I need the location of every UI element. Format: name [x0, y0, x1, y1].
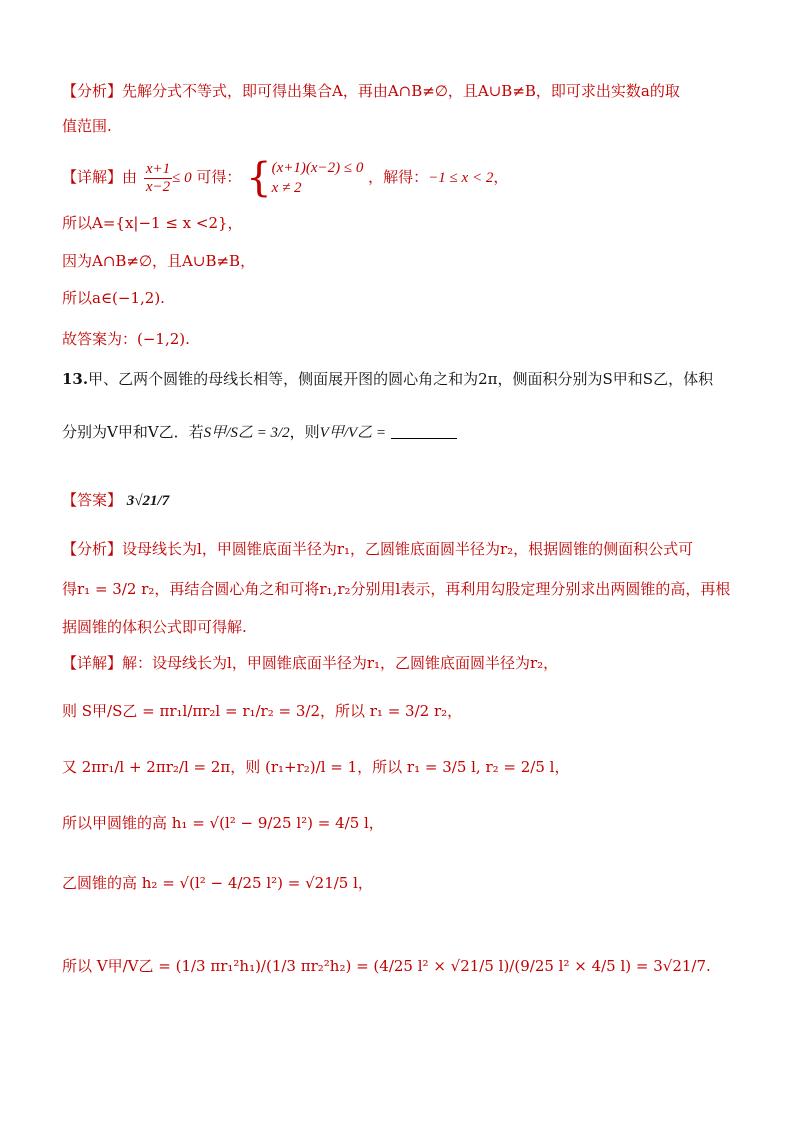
answer-label: 【答案】	[62, 491, 123, 509]
asked-ratio: V甲/V乙 =	[319, 425, 387, 441]
inequality-fraction: $\frac{x+1}{x-2}$	[145, 160, 171, 195]
analysis-13-line-3: 据圆锥的体积公式即可得解.	[62, 618, 247, 636]
analysis-12-line-2: 值范围.	[62, 117, 112, 135]
inequality-system: (x+1)(x−2) ≤ 0 x ≠ 2	[271, 160, 364, 196]
analysis-12-line-1	[62, 80, 760, 102]
answer-13	[62, 480, 760, 520]
answer-line-12: 故答案为：(−1,2).	[62, 330, 190, 348]
a-range-line: 所以a∈(−1,2).	[62, 289, 165, 307]
answer-value: 3√21/7	[126, 493, 170, 509]
analysis-13-line-1: 【分析】设母线长为l，甲圆锥底面半径为r₁，乙圆锥底面圆半径为r₂，根据圆锥的侧面积公式可	[62, 540, 694, 558]
step-1: 则 S甲/S乙 = πr₁l/πr₂l = r₁/r₂ = 3/2，所以 r₁ = 3/2 r₂，	[62, 702, 463, 720]
step-3: 所以甲圆锥的高 h₁ = √(l² − 9/25 l²) = 4/5 l，	[62, 814, 384, 832]
given-ratio: S甲/S乙 = 3/2	[203, 425, 290, 441]
condition-line: 因为A∩B≠∅，且A∪B≠B，	[62, 252, 256, 270]
question-13-stem-1: 13.甲、乙两个圆锥的母线长相等，侧面展开图的圆心角之和为2π，侧面积分别为S甲和S乙，体积	[62, 370, 714, 388]
step-5: 所以 V甲/V乙 = (1/3 πr₁²h₁)/(1/3 πr₂²h₂) = (4/25 l² × √21/5 l)/(9/25 l² × 4/5 l) = 3√21/7.	[62, 957, 711, 975]
step-4: 乙圆锥的高 h₂ = √(l² − 4/25 l²) = √21/5 l，	[62, 874, 373, 892]
analysis-label: 【分析】	[62, 82, 123, 100]
question-13-stem-2: 分别为V甲和V乙．若S甲/S乙 = 3/2，则V甲/V乙 =	[62, 412, 760, 452]
detail-label: 【详解】	[62, 168, 123, 186]
detail-13-line-1: 【详解】解：设母线长为l，甲圆锥底面半径为r₁，乙圆锥底面圆半径为r₂，	[62, 654, 559, 672]
analysis-13-line-2: 得r₁ = 3/2 r₂，再结合圆心角之和可将r₁,r₂分别用l表示，再利用勾股定理分别求出两圆锥的高，再根	[62, 580, 731, 598]
detail-12-line-1: 【详解】由 $\frac{x+1}{x-2}$ ≤ 0 可得： { (x+1)(x−2) ≤ 0 x ≠ 2 ，解得：−1 ≤ x < 2，	[62, 155, 509, 201]
answer-blank	[391, 438, 457, 439]
question-number: 13.	[62, 370, 89, 388]
solution: −1 ≤ x < 2	[428, 170, 494, 186]
step-2: 又 2πr₁/l + 2πr₂/l = 2π，则 (r₁+r₂)/l = 1，所以 r₁ = 3/5 l, r₂ = 2/5 l，	[62, 758, 570, 776]
analysis-text: 先解分式不等式，即可得出集合A，再由A∩B≠∅，且A∪B≠B，即可求出实数a的取	[122, 82, 680, 100]
set-a-line: 所以A={x|−1 ≤ x <2}，	[62, 214, 243, 232]
